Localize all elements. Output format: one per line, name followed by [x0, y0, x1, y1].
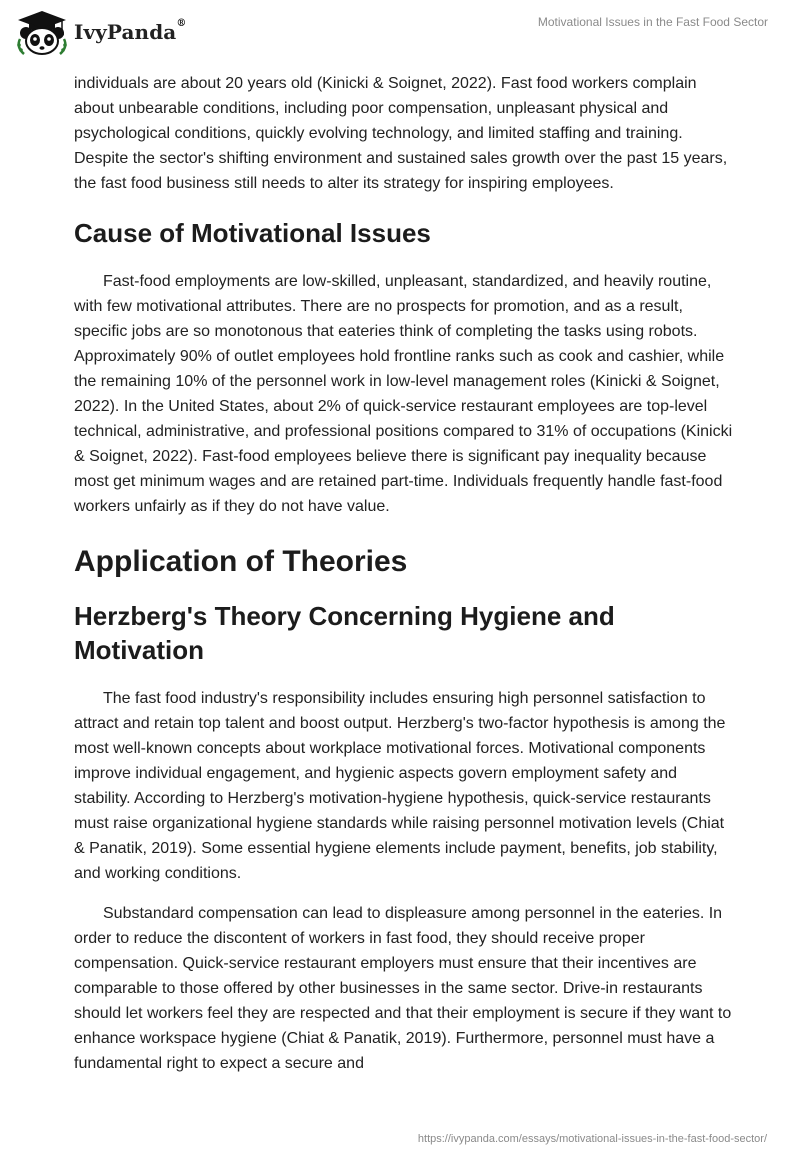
- source-url[interactable]: https://ivypanda.com/essays/motivational-issues-in-the-fast-food-sector/: [417, 1133, 767, 1145]
- intro-paragraph: individuals are about 20 years old (Kinicki & Soignet, 2022). Fast food workers complain about unbearable conditions, including poor compensation, unpleasant physical and psychological conditions, quickly evolving technology, and limited staffing and training. Despite the sector's shifting environment and sustained sales growth over the past 15 years, the fast food business still needs to alter its strategy for inspiring employees.: [74, 75, 728, 192]
- registered-mark: ®: [176, 18, 187, 29]
- herzberg-paragraph-2: Substandard compensation can lead to displeasure among personnel in the eateries. In order to reduce the discontent of workers in fast food, they should receive proper compensation. Quick-service restaurant employers must ensure that their incentives are comparable to those offered by other businesses in the same sector. Drive-in restaurants should let workers feel they are respected and that their employment is secure if they want to enhance workspace hygiene (Chiat & Panatik, 2019). Furthermore, personnel must have a fundamental right to expect a secure and: [74, 905, 732, 1072]
- document-title: Motivational Issues in the Fast Food Sector: [537, 15, 768, 29]
- brand-logo[interactable]: [14, 9, 186, 55]
- panda-graduate-icon: [14, 9, 70, 55]
- heading-herzberg-theory: Herzberg's Theory Concerning Hygiene and Motivation: [74, 601, 615, 665]
- cause-paragraph: Fast-food employments are low-skilled, unpleasant, standardized, and heavily routine, with few motivational attributes. There are no prospects for promotion, and as a result, specific jobs are so monotonous that eateries think of completing the tasks using robots. Approximately 90% of outlet employees hold frontline ranks such as cook and cashier, while the remaining 10% of the personnel work in low-level management roles (Kinicki & Soignet, 2022). In the United States, about 2% of quick-service restaurant employees are top-level technical, administrative, and professional positions compared to 31% of occupations (Kinicki & Soignet, 2022). Fast-food employees believe there is significant pay inequality because most get minimum wages and are retained part-time. Individuals frequently handle fast-food workers unfairly as if they do not have value.: [74, 273, 733, 515]
- essay-content: [74, 71, 734, 1076]
- herzberg-paragraph-1: The fast food industry's responsibility includes ensuring high personnel satisfaction to attract and retain top talent and boost output. Herzberg's two-factor hypothesis is among the most well-known concepts about workplace motivational forces. Motivational components improve individual engagement, and hygienic aspects govern employment safety and stability. According to Herzberg's motivation-hygiene hypothesis, quick-service restaurants must raise organizational hygiene standards while raising personnel motivation levels (Chiat & Panatik, 2019). Some essential hygiene elements include payment, benefits, job stability, and working conditions.: [74, 690, 726, 882]
- heading-cause-of-motivational-issues: Cause of Motivational Issues: [74, 218, 431, 248]
- brand-name: IvyPanda®: [74, 18, 187, 44]
- heading-application-of-theories: Application of Theories: [74, 545, 408, 578]
- page-header: [0, 0, 800, 70]
